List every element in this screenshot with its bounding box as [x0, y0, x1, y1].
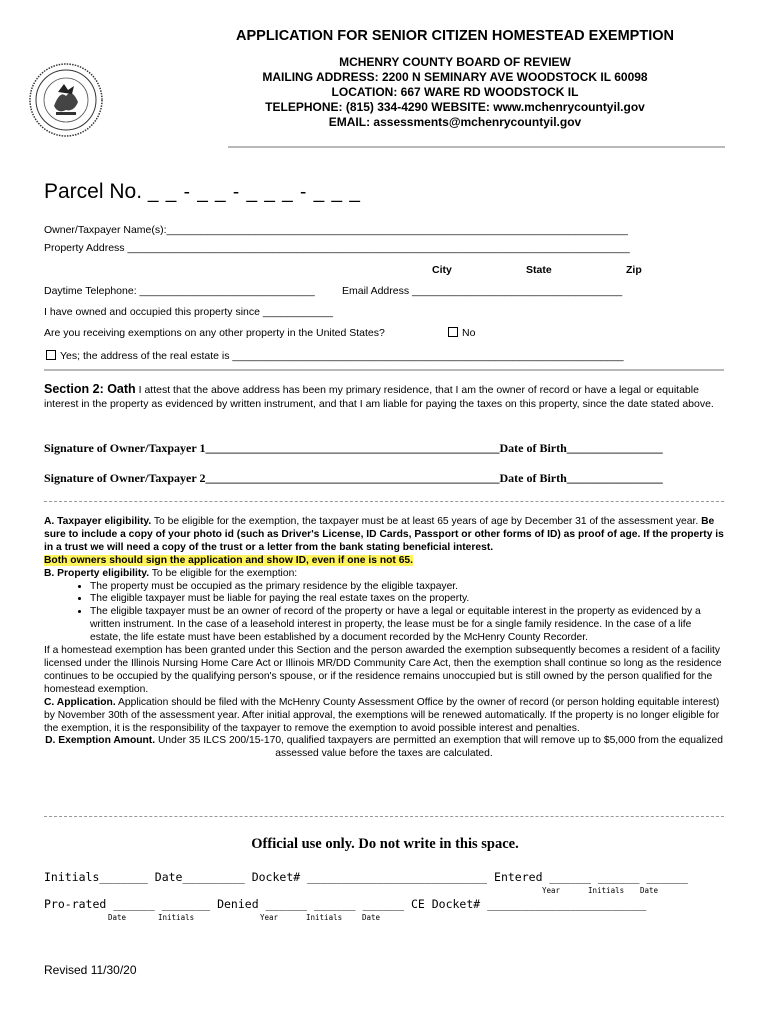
zip-label: Zip [626, 264, 642, 276]
owner-name-field[interactable]: Owner/Taxpayer Name(s):_______________________________________________________________________________ [44, 224, 628, 236]
section-d [44, 735, 724, 761]
section-d-heading: D. Exemption Amount. [45, 735, 156, 747]
header-org: MCHENRY COUNTY BOARD OF REVIEW [339, 55, 571, 69]
official-row-1: Initials_______ Date_________ Docket# __________________________ Entered ______ ______ ______ [44, 870, 688, 884]
section-a-highlight-line [44, 555, 724, 568]
form-title: APPLICATION FOR SENIOR CITIZEN HOMESTEAD EXEMPTION [236, 28, 674, 44]
signature-owner-1[interactable]: Signature of Owner/Taxpayer 1_________________________________________________Date of Birth________________ [44, 441, 663, 455]
section-b-text: To be eligible for the exemption: [149, 567, 298, 579]
section-a-heading: A. Taxpayer eligibility. [44, 516, 152, 527]
property-eligibility-list [44, 581, 724, 646]
header-location: LOCATION: 667 WARE RD WOODSTOCK IL [331, 85, 579, 99]
email-address-field[interactable]: Email Address ____________________________________ [342, 285, 623, 297]
header-email: EMAIL: assessments@mchenrycountyil.gov [328, 115, 582, 129]
section-b-heading: B. Property eligibility. [44, 567, 150, 579]
header-mailing: MAILING ADDRESS: 2200 N SEMINARY AVE WOODSTOCK IL 60098 [262, 70, 648, 84]
form-divider [44, 369, 724, 371]
oath-text: I attest that the above address has been my primary residence, that I am the owner of record or have a legal or equitable interest in the property as evidenced by written instrument, and that I am liable for paying the taxes on this property, since the date stated above. [44, 384, 714, 410]
official-divider [44, 816, 724, 817]
denied-initials-label: Initials [306, 913, 343, 922]
header-divider [228, 146, 725, 148]
oath-heading: Section 2: Oath [44, 382, 136, 396]
signature-divider [44, 501, 724, 502]
section-d-text: Under 35 ILCS 200/15-170, qualified taxpayers are permitted an exemption that will remove up to $5,000 from the equalized assessed value before the taxes are calculated. [155, 735, 723, 760]
prorated-date-label: Date [108, 913, 127, 922]
official-use-heading: Official use only. Do not write in this space. [251, 836, 519, 852]
city-label: City [432, 264, 452, 276]
parcel-number[interactable] [44, 180, 361, 204]
eligibility-section [44, 516, 724, 761]
list-item: • The property must be occupied as the primary residence by the eligible taxpayer. [90, 581, 724, 594]
nursing-home-paragraph: If a homestead exemption has been granted under this Section and the person awarded the exemption subsequently becomes a resident of a facility licensed under the Illinois Nursing Home Care Act or Illinois MR/DD Community Care Act, then the exemption shall continue so long as the residence continues to be occupied by the qualifying person's spouse, or if the residence remains unoccupied but is still owned by the person qualified for the homestead exemption. [44, 645, 722, 695]
section-a-text: To be eligible for the exemption, the taxpayer must be at least 65 years of age by December 31 of the assessment year. [151, 516, 699, 527]
list-item: • The eligible taxpayer must be an owner of record of the property or have a legal or equitable interest in the property as evidenced by a written instrument. In the case of a leasehold interest in property, the lease must be for a single family residence. In the case of a life estate, the life estate must have been established by a document recorded by the McHenry County Recorder. [90, 606, 724, 645]
owned-since-field[interactable]: I have owned and occupied this property since ____________ [44, 306, 333, 318]
signature-owner-2[interactable]: Signature of Owner/Taxpayer 2_________________________________________________Date of Birth________________ [44, 471, 663, 485]
parcel-blanks[interactable]: _ _ - _ _ - _ _ _ - _ _ _ [147, 182, 361, 203]
revised-date: Revised 11/30/20 [44, 963, 137, 977]
entered-initials-label: Initials [588, 886, 625, 895]
section-c-text: Application should be filed with the McHenry County Assessment Office by the owner of record (or person holding equitable interest) by November 30th of the assessment year. After initial approval, the exemptions will be renewed automatically. If the property is no longer eligible for the exemption, it is the responsibility of the taxpayer to remove the exemption to avoid possible interest and penalties. [44, 696, 720, 734]
both-owners-highlight: Both owners should sign the application and show ID, even if one is not 65. [44, 554, 414, 566]
denied-year-label: Year [260, 913, 279, 922]
section-c [44, 697, 724, 736]
section-b [44, 568, 724, 581]
yes-address-field[interactable]: Yes; the address of the real estate is ___________________________________________________________________ [60, 350, 624, 362]
entered-year-label: Year [542, 886, 561, 895]
yes-option[interactable] [46, 350, 624, 362]
state-label: State [526, 264, 552, 276]
denied-date-label: Date [362, 913, 381, 922]
section-a-id-note: Be sure to include a copy of your photo id (such as Driver's License, ID Cards, Passport or other forms of ID) as proof of age. If the property is in a trust we will need a copy of the trust or a letter from the bank stating beneficial interest. [44, 516, 724, 553]
parcel-label: Parcel No. [44, 180, 143, 203]
other-exemption-question: Are you receiving exemptions on any other property in the United States? [44, 327, 385, 339]
section-c-heading: C. Application. [44, 696, 116, 708]
property-address-field[interactable]: Property Address ______________________________________________________________________________________ [44, 242, 630, 254]
no-option[interactable] [448, 327, 475, 339]
no-checkbox[interactable] [448, 327, 458, 337]
entered-date-label: Date [640, 886, 659, 895]
daytime-telephone-field[interactable]: Daytime Telephone: ______________________________ [44, 285, 315, 297]
no-label: No [462, 327, 476, 339]
prorated-initials-label: Initials [158, 913, 195, 922]
list-item: • The eligible taxpayer must be liable for paying the real estate taxes on the property. [90, 593, 724, 606]
section-2-oath [44, 382, 724, 411]
section-a [44, 516, 724, 555]
official-row-2: Pro-rated ______ _______ Denied ______ ______ ______ CE Docket# _______________________ [44, 897, 647, 911]
yes-checkbox[interactable] [46, 350, 56, 360]
header-telephone: TELEPHONE: (815) 334-4290 WEBSITE: www.mchenrycountyil.gov [265, 100, 645, 114]
